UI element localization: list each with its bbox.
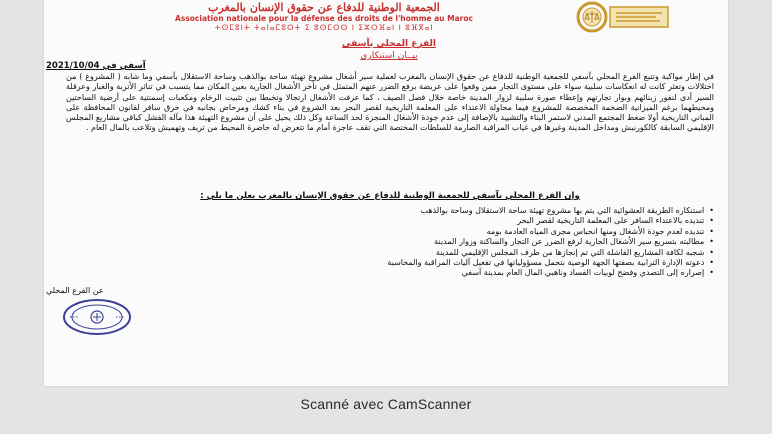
association-stamp bbox=[62, 298, 132, 336]
org-name-tifinagh: +ⵙⵎⵓⵏⵜ ⵜⴰⵏⴰⵎⵓⵔⵜ ⵉ ⵓⵙⵎⵔⵙ ⵏ ⵉⵣⵔⴼⴰⵏ ⵏ ⵓⴼⴳⴰⵏ bbox=[214, 23, 434, 32]
list-item: • مطالبته بتسريع سير الأشغال الجارية لرفع الضرر عن التجار والساكنة وزوار المدينة bbox=[66, 237, 714, 247]
signature-label: عن الفرع المحلي bbox=[46, 286, 104, 295]
letterhead bbox=[44, 0, 728, 36]
declaration-heading: وإن الفرع المحلي بآسفي للجمعية الوطنية للدفاع عن حقوق الإنسان بالمغرب يعلن ما يلي : bbox=[200, 191, 580, 201]
org-name-french: Association nationale pour la défense des droits de l'homme au Maroc bbox=[175, 14, 473, 23]
demands-list bbox=[66, 206, 714, 279]
document-date: آسفي في 2021/10/04 bbox=[46, 61, 146, 71]
branch-title: الفرع المحلي بآسفي bbox=[342, 39, 436, 49]
list-item: • دعوته الإدارة الترابية بصفتها الجهة الوصية بتحمل مسؤولياتها في تفعيل آليات المراقبة والمحاسبة bbox=[66, 258, 714, 268]
list-item: • إصراره إلى التصدي وفضح لوبيات الفساد وناهبي المال العام بمدينة آسفي bbox=[66, 268, 714, 278]
list-item: • شجبه لكافة المشاريع الفاشلة التي تم إنجازها من طرف المجلس الإقليمي للمدينة bbox=[66, 248, 714, 258]
org-name-arabic: الجمعية الوطنية للدفاع عن حقوق الإنسان بالمغرب bbox=[208, 1, 440, 14]
document-page bbox=[44, 0, 728, 386]
association-logo bbox=[576, 1, 672, 33]
statement-title: بيــان استنكاري bbox=[360, 51, 418, 61]
list-item: • تنديده لعدم جودة الأشغال ومنها انحباس مجرى المياه العادمة بومه bbox=[66, 227, 714, 237]
list-item: • استنكاره الطريقة العشوائية التي يتم بها مشروع تهيئة ساحة الاستقلال وساحة بوالذهب bbox=[66, 206, 714, 216]
list-item: • تنديده بالاعتداء السافر على المعلمة التاريخية لقصر البحر bbox=[66, 216, 714, 226]
scanner-watermark: Scanné avec CamScanner bbox=[300, 396, 472, 412]
body-paragraph: في إطار مواكبة وتتبع الفرع المحلي بآسفي للجمعية الوطنية للدفاع عن حقوق الإنسان بالمغرب لعملية سير أشغال مشروع تهيئة ساحة بوالذهب وساحة الاستقلال بآسفي وما شابه ( المشروع ) من اختلالات وتعثر كانت له انعكاسات سلبية سواء على مستوى التجار ممن وقعوا على عريضة برفع الضرر عنهم المتمثل في تأخر الأشغال الجارية بعين المكان مما يتسبب في تناثر الأتربة والغبار وعرقلة السير أدى لنفور زبنائهم وبوار تجارتهم وإعطاء صورة سلبية لزوار المدينة خاصة خلال فصل الصيف ، كما عرفت الأشغال ارتجالا وتخبطا بين تثبيت الرخام ومكعبات إسمنتية على أرضية الساحتين ومحيطهما برغم الميزانية الضخمة المخصصة للمشروع فيما محاولة الاعتداء على المعلمة التاريخية لقصر البحر بعد الشروع في بناء كشك ومرحاض بجانبه في خرق سافر لقانون المحافظة على المباني التاريخية أولا ضغط المجتمع المدني لاستمر البناء والتشييد بالإضافة إلى عدم جودة الأشغال المنجزة لحد الساعة وكل ذلك يحيل على أن مشروع التهيئة هذا مآله الفشل كباقي مشاريع المجلس الإقليمي السابقة كالكورنيش ومداخل المدينة وغيرها في غياب المراقبة الصارمة للسلطات المختصة التي تقف عاجزة أمام ما تتعرض له حاضرة المحيط من تريف وتهميش وتلاعب بالمال العام . bbox=[66, 72, 714, 133]
